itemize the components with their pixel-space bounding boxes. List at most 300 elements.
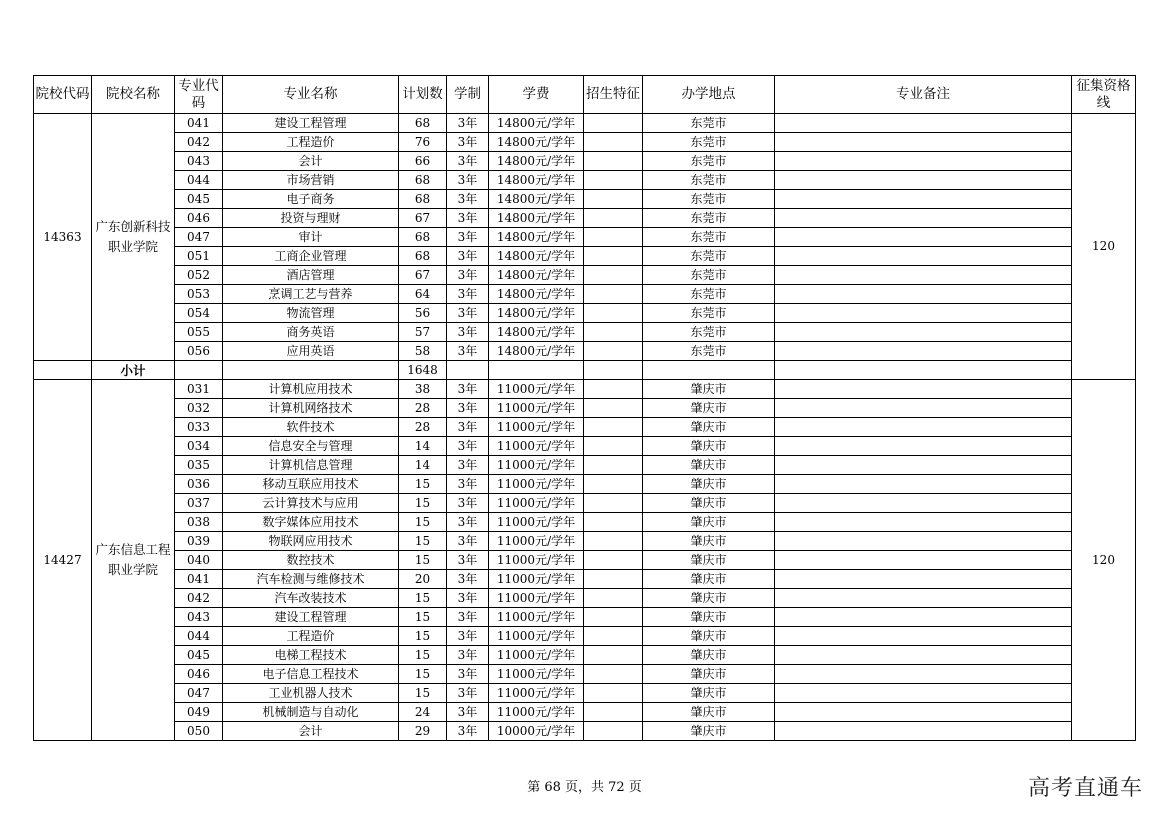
- major-code: 052: [175, 266, 223, 285]
- duration: 3年: [447, 247, 489, 266]
- enroll-feature: [584, 513, 643, 532]
- enroll-feature: [584, 646, 643, 665]
- location: 东莞市: [643, 190, 775, 209]
- major-code: 047: [175, 228, 223, 247]
- table-body: [34, 114, 1136, 741]
- major-name: 计算机应用技术: [223, 380, 399, 399]
- location: 肇庆市: [643, 418, 775, 437]
- plan-count: 15: [399, 513, 447, 532]
- duration: 3年: [447, 304, 489, 323]
- header-enroll-feature: 招生特征: [584, 76, 643, 114]
- location: 东莞市: [643, 323, 775, 342]
- table-row: [34, 247, 1136, 266]
- location: 肇庆市: [643, 665, 775, 684]
- plan-count: 15: [399, 627, 447, 646]
- major-code: 038: [175, 513, 223, 532]
- enroll-feature: [584, 399, 643, 418]
- header-location: 办学地点: [643, 76, 775, 114]
- school-name: 广东创新科技职业学院: [92, 114, 175, 361]
- table-row: [34, 437, 1136, 456]
- remark: [775, 266, 1072, 285]
- plan-count: 15: [399, 608, 447, 627]
- duration: 3年: [447, 570, 489, 589]
- plan-count: 14: [399, 437, 447, 456]
- remark: [775, 684, 1072, 703]
- major-name: 移动互联应用技术: [223, 475, 399, 494]
- remark: [775, 209, 1072, 228]
- major-code: 044: [175, 627, 223, 646]
- header-plan-count: 计划数: [399, 76, 447, 114]
- remark: [775, 114, 1072, 133]
- subtotal-empty: [34, 361, 92, 380]
- plan-count: 24: [399, 703, 447, 722]
- page-number: 第 68 页，共 72 页: [527, 780, 642, 795]
- enroll-feature: [584, 608, 643, 627]
- tuition: 11000元/学年: [489, 513, 584, 532]
- enroll-feature: [584, 494, 643, 513]
- major-code: 050: [175, 722, 223, 741]
- major-name: 会计: [223, 722, 399, 741]
- duration: 3年: [447, 627, 489, 646]
- remark: [775, 665, 1072, 684]
- table-row: [34, 494, 1136, 513]
- plan-count: 64: [399, 285, 447, 304]
- location: 肇庆市: [643, 380, 775, 399]
- enroll-feature: [584, 133, 643, 152]
- tuition: 14800元/学年: [489, 190, 584, 209]
- major-name: 投资与理财: [223, 209, 399, 228]
- enroll-feature: [584, 190, 643, 209]
- tuition: 11000元/学年: [489, 608, 584, 627]
- tuition: 14800元/学年: [489, 342, 584, 361]
- plan-count: 15: [399, 589, 447, 608]
- score-line: 120: [1072, 380, 1136, 741]
- duration: 3年: [447, 684, 489, 703]
- tuition: 11000元/学年: [489, 399, 584, 418]
- enroll-feature: [584, 228, 643, 247]
- plan-count: 68: [399, 171, 447, 190]
- watermark-text: 高考直通车: [1027, 776, 1143, 801]
- plan-count: 14: [399, 456, 447, 475]
- table-row: [34, 418, 1136, 437]
- location: 东莞市: [643, 285, 775, 304]
- location: 东莞市: [643, 114, 775, 133]
- table-row: [34, 551, 1136, 570]
- major-name: 数控技术: [223, 551, 399, 570]
- location: 肇庆市: [643, 532, 775, 551]
- remark: [775, 456, 1072, 475]
- table-row: [34, 152, 1136, 171]
- major-code: 045: [175, 646, 223, 665]
- table-row: [34, 133, 1136, 152]
- enroll-feature: [584, 722, 643, 741]
- tuition: 11000元/学年: [489, 532, 584, 551]
- major-code: 043: [175, 152, 223, 171]
- plan-count: 28: [399, 399, 447, 418]
- plan-count: 76: [399, 133, 447, 152]
- duration: 3年: [447, 399, 489, 418]
- tuition: 14800元/学年: [489, 323, 584, 342]
- header-major-code: 专业代码: [175, 76, 223, 114]
- table-row: [34, 304, 1136, 323]
- tuition: 11000元/学年: [489, 665, 584, 684]
- tuition: 11000元/学年: [489, 437, 584, 456]
- enroll-feature: [584, 665, 643, 684]
- major-name: 电子信息工程技术: [223, 665, 399, 684]
- plan-count: 67: [399, 266, 447, 285]
- enroll-feature: [584, 380, 643, 399]
- table-row: [34, 627, 1136, 646]
- remark: [775, 646, 1072, 665]
- major-name: 审计: [223, 228, 399, 247]
- table-row: [34, 589, 1136, 608]
- header-tuition: 学费: [489, 76, 584, 114]
- plan-count: 20: [399, 570, 447, 589]
- enroll-feature: [584, 285, 643, 304]
- duration: 3年: [447, 228, 489, 247]
- remark: [775, 133, 1072, 152]
- major-name: 工程造价: [223, 627, 399, 646]
- major-name: 工业机器人技术: [223, 684, 399, 703]
- header-duration: 学制: [447, 76, 489, 114]
- remark: [775, 190, 1072, 209]
- major-code: 055: [175, 323, 223, 342]
- enroll-feature: [584, 627, 643, 646]
- remark: [775, 323, 1072, 342]
- major-name: 云计算技术与应用: [223, 494, 399, 513]
- subtotal-empty: [489, 361, 584, 380]
- plan-count: 29: [399, 722, 447, 741]
- remark: [775, 608, 1072, 627]
- tuition: 14800元/学年: [489, 285, 584, 304]
- table-row: [34, 228, 1136, 247]
- plan-count: 57: [399, 323, 447, 342]
- remark: [775, 589, 1072, 608]
- major-name: 软件技术: [223, 418, 399, 437]
- plan-count: 66: [399, 152, 447, 171]
- plan-count: 68: [399, 114, 447, 133]
- enroll-feature: [584, 551, 643, 570]
- subtotal-empty: [584, 361, 643, 380]
- remark: [775, 380, 1072, 399]
- subtotal-count: 1648: [399, 361, 447, 380]
- location: 肇庆市: [643, 684, 775, 703]
- table-row: [34, 171, 1136, 190]
- location: 肇庆市: [643, 570, 775, 589]
- duration: 3年: [447, 342, 489, 361]
- remark: [775, 399, 1072, 418]
- plan-count: 15: [399, 494, 447, 513]
- duration: 3年: [447, 532, 489, 551]
- major-name: 工商企业管理: [223, 247, 399, 266]
- remark: [775, 475, 1072, 494]
- major-code: 040: [175, 551, 223, 570]
- duration: 3年: [447, 418, 489, 437]
- tuition: 14800元/学年: [489, 152, 584, 171]
- major-name: 工程造价: [223, 133, 399, 152]
- location: 东莞市: [643, 133, 775, 152]
- remark: [775, 703, 1072, 722]
- major-code: 054: [175, 304, 223, 323]
- remark: [775, 285, 1072, 304]
- remark: [775, 551, 1072, 570]
- location: 东莞市: [643, 304, 775, 323]
- major-code: 056: [175, 342, 223, 361]
- major-code: 051: [175, 247, 223, 266]
- tuition: 11000元/学年: [489, 475, 584, 494]
- location: 肇庆市: [643, 551, 775, 570]
- plan-count: 15: [399, 532, 447, 551]
- remark: [775, 532, 1072, 551]
- school-name: 广东信息工程职业学院: [92, 380, 175, 741]
- location: 东莞市: [643, 266, 775, 285]
- table-row: [34, 190, 1136, 209]
- enroll-feature: [584, 437, 643, 456]
- remark: [775, 570, 1072, 589]
- duration: 3年: [447, 133, 489, 152]
- location: 肇庆市: [643, 722, 775, 741]
- major-name: 建设工程管理: [223, 608, 399, 627]
- tuition: 11000元/学年: [489, 684, 584, 703]
- tuition: 11000元/学年: [489, 418, 584, 437]
- location: 肇庆市: [643, 399, 775, 418]
- major-name: 市场营销: [223, 171, 399, 190]
- major-code: 034: [175, 437, 223, 456]
- table-header-row: [34, 76, 1136, 114]
- enroll-feature: [584, 323, 643, 342]
- major-code: 035: [175, 456, 223, 475]
- plan-count: 68: [399, 247, 447, 266]
- remark: [775, 304, 1072, 323]
- major-code: 039: [175, 532, 223, 551]
- table-row: [34, 114, 1136, 133]
- plan-count: 58: [399, 342, 447, 361]
- major-code: 046: [175, 209, 223, 228]
- duration: 3年: [447, 152, 489, 171]
- duration: 3年: [447, 608, 489, 627]
- duration: 3年: [447, 380, 489, 399]
- subtotal-row: [34, 361, 1136, 380]
- table-row: [34, 722, 1136, 741]
- duration: 3年: [447, 171, 489, 190]
- duration: 3年: [447, 722, 489, 741]
- duration: 3年: [447, 589, 489, 608]
- remark: [775, 152, 1072, 171]
- enroll-feature: [584, 304, 643, 323]
- major-name: 酒店管理: [223, 266, 399, 285]
- location: 东莞市: [643, 228, 775, 247]
- table-row: [34, 399, 1136, 418]
- major-name: 烹调工艺与营养: [223, 285, 399, 304]
- school-code: 14363: [34, 114, 92, 361]
- location: 肇庆市: [643, 437, 775, 456]
- enroll-feature: [584, 209, 643, 228]
- enroll-feature: [584, 342, 643, 361]
- table-row: [34, 665, 1136, 684]
- table-row: [34, 646, 1136, 665]
- major-code: 053: [175, 285, 223, 304]
- score-line: 120: [1072, 114, 1136, 380]
- duration: 3年: [447, 475, 489, 494]
- remark: [775, 494, 1072, 513]
- table-row: [34, 380, 1136, 399]
- table-row: [34, 513, 1136, 532]
- major-name: 物联网应用技术: [223, 532, 399, 551]
- duration: 3年: [447, 114, 489, 133]
- remark: [775, 171, 1072, 190]
- plan-count: 28: [399, 418, 447, 437]
- major-code: 033: [175, 418, 223, 437]
- tuition: 11000元/学年: [489, 589, 584, 608]
- header-school-name: 院校名称: [92, 76, 175, 114]
- major-name: 计算机网络技术: [223, 399, 399, 418]
- table-row: [34, 703, 1136, 722]
- location: 东莞市: [643, 152, 775, 171]
- duration: 3年: [447, 323, 489, 342]
- duration: 3年: [447, 266, 489, 285]
- major-code: 043: [175, 608, 223, 627]
- major-name: 信息安全与管理: [223, 437, 399, 456]
- enroll-feature: [584, 266, 643, 285]
- duration: 3年: [447, 494, 489, 513]
- duration: 3年: [447, 209, 489, 228]
- major-name: 应用英语: [223, 342, 399, 361]
- remark: [775, 418, 1072, 437]
- tuition: 14800元/学年: [489, 304, 584, 323]
- enroll-feature: [584, 114, 643, 133]
- enroll-feature: [584, 684, 643, 703]
- major-name: 机械制造与自动化: [223, 703, 399, 722]
- remark: [775, 513, 1072, 532]
- tuition: 14800元/学年: [489, 171, 584, 190]
- plan-count: 38: [399, 380, 447, 399]
- admission-plan-table: [33, 75, 1136, 741]
- location: 肇庆市: [643, 475, 775, 494]
- table-row: [34, 684, 1136, 703]
- subtotal-empty: [175, 361, 223, 380]
- remark: [775, 342, 1072, 361]
- header-remark: 专业备注: [775, 76, 1072, 114]
- plan-count: 15: [399, 665, 447, 684]
- remark: [775, 722, 1072, 741]
- plan-count: 15: [399, 551, 447, 570]
- enroll-feature: [584, 532, 643, 551]
- location: 东莞市: [643, 342, 775, 361]
- tuition: 14800元/学年: [489, 209, 584, 228]
- major-code: 037: [175, 494, 223, 513]
- enroll-feature: [584, 456, 643, 475]
- major-code: 046: [175, 665, 223, 684]
- major-name: 电梯工程技术: [223, 646, 399, 665]
- major-name: 物流管理: [223, 304, 399, 323]
- table-row: [34, 323, 1136, 342]
- plan-count: 68: [399, 228, 447, 247]
- subtotal-empty: [643, 361, 775, 380]
- major-code: 036: [175, 475, 223, 494]
- location: 肇庆市: [643, 456, 775, 475]
- table-row: [34, 266, 1136, 285]
- plan-count: 15: [399, 684, 447, 703]
- major-code: 031: [175, 380, 223, 399]
- location: 肇庆市: [643, 627, 775, 646]
- location: 东莞市: [643, 171, 775, 190]
- duration: 3年: [447, 456, 489, 475]
- major-code: 041: [175, 570, 223, 589]
- table-row: [34, 532, 1136, 551]
- remark: [775, 437, 1072, 456]
- location: 肇庆市: [643, 608, 775, 627]
- major-name: 建设工程管理: [223, 114, 399, 133]
- enroll-feature: [584, 418, 643, 437]
- table-row: [34, 209, 1136, 228]
- remark: [775, 247, 1072, 266]
- location: 肇庆市: [643, 513, 775, 532]
- tuition: 11000元/学年: [489, 456, 584, 475]
- enroll-feature: [584, 152, 643, 171]
- duration: 3年: [447, 285, 489, 304]
- major-code: 049: [175, 703, 223, 722]
- location: 东莞市: [643, 209, 775, 228]
- location: 肇庆市: [643, 646, 775, 665]
- header-school-code: 院校代码: [34, 76, 92, 114]
- table-row: [34, 342, 1136, 361]
- duration: 3年: [447, 513, 489, 532]
- location: 肇庆市: [643, 494, 775, 513]
- major-name: 电子商务: [223, 190, 399, 209]
- plan-count: 15: [399, 475, 447, 494]
- tuition: 11000元/学年: [489, 494, 584, 513]
- major-code: 045: [175, 190, 223, 209]
- plan-count: 15: [399, 646, 447, 665]
- major-name: 商务英语: [223, 323, 399, 342]
- plan-count: 67: [399, 209, 447, 228]
- subtotal-empty: [223, 361, 399, 380]
- enroll-feature: [584, 589, 643, 608]
- enroll-feature: [584, 703, 643, 722]
- tuition: 14800元/学年: [489, 133, 584, 152]
- table-row: [34, 456, 1136, 475]
- tuition: 11000元/学年: [489, 646, 584, 665]
- major-name: 汽车改装技术: [223, 589, 399, 608]
- tuition: 11000元/学年: [489, 570, 584, 589]
- major-name: 数字媒体应用技术: [223, 513, 399, 532]
- enroll-feature: [584, 475, 643, 494]
- major-code: 047: [175, 684, 223, 703]
- major-code: 032: [175, 399, 223, 418]
- subtotal-empty: [447, 361, 489, 380]
- plan-count: 68: [399, 190, 447, 209]
- tuition: 14800元/学年: [489, 247, 584, 266]
- tuition: 11000元/学年: [489, 380, 584, 399]
- major-code: 042: [175, 589, 223, 608]
- tuition: 10000元/学年: [489, 722, 584, 741]
- tuition: 11000元/学年: [489, 551, 584, 570]
- duration: 3年: [447, 437, 489, 456]
- location: 肇庆市: [643, 589, 775, 608]
- remark: [775, 228, 1072, 247]
- location: 肇庆市: [643, 703, 775, 722]
- subtotal-label: 小计: [92, 361, 175, 380]
- major-name: 计算机信息管理: [223, 456, 399, 475]
- remark: [775, 627, 1072, 646]
- major-code: 042: [175, 133, 223, 152]
- duration: 3年: [447, 551, 489, 570]
- location: 东莞市: [643, 247, 775, 266]
- duration: 3年: [447, 190, 489, 209]
- school-code: 14427: [34, 380, 92, 741]
- major-name: 会计: [223, 152, 399, 171]
- tuition: 11000元/学年: [489, 703, 584, 722]
